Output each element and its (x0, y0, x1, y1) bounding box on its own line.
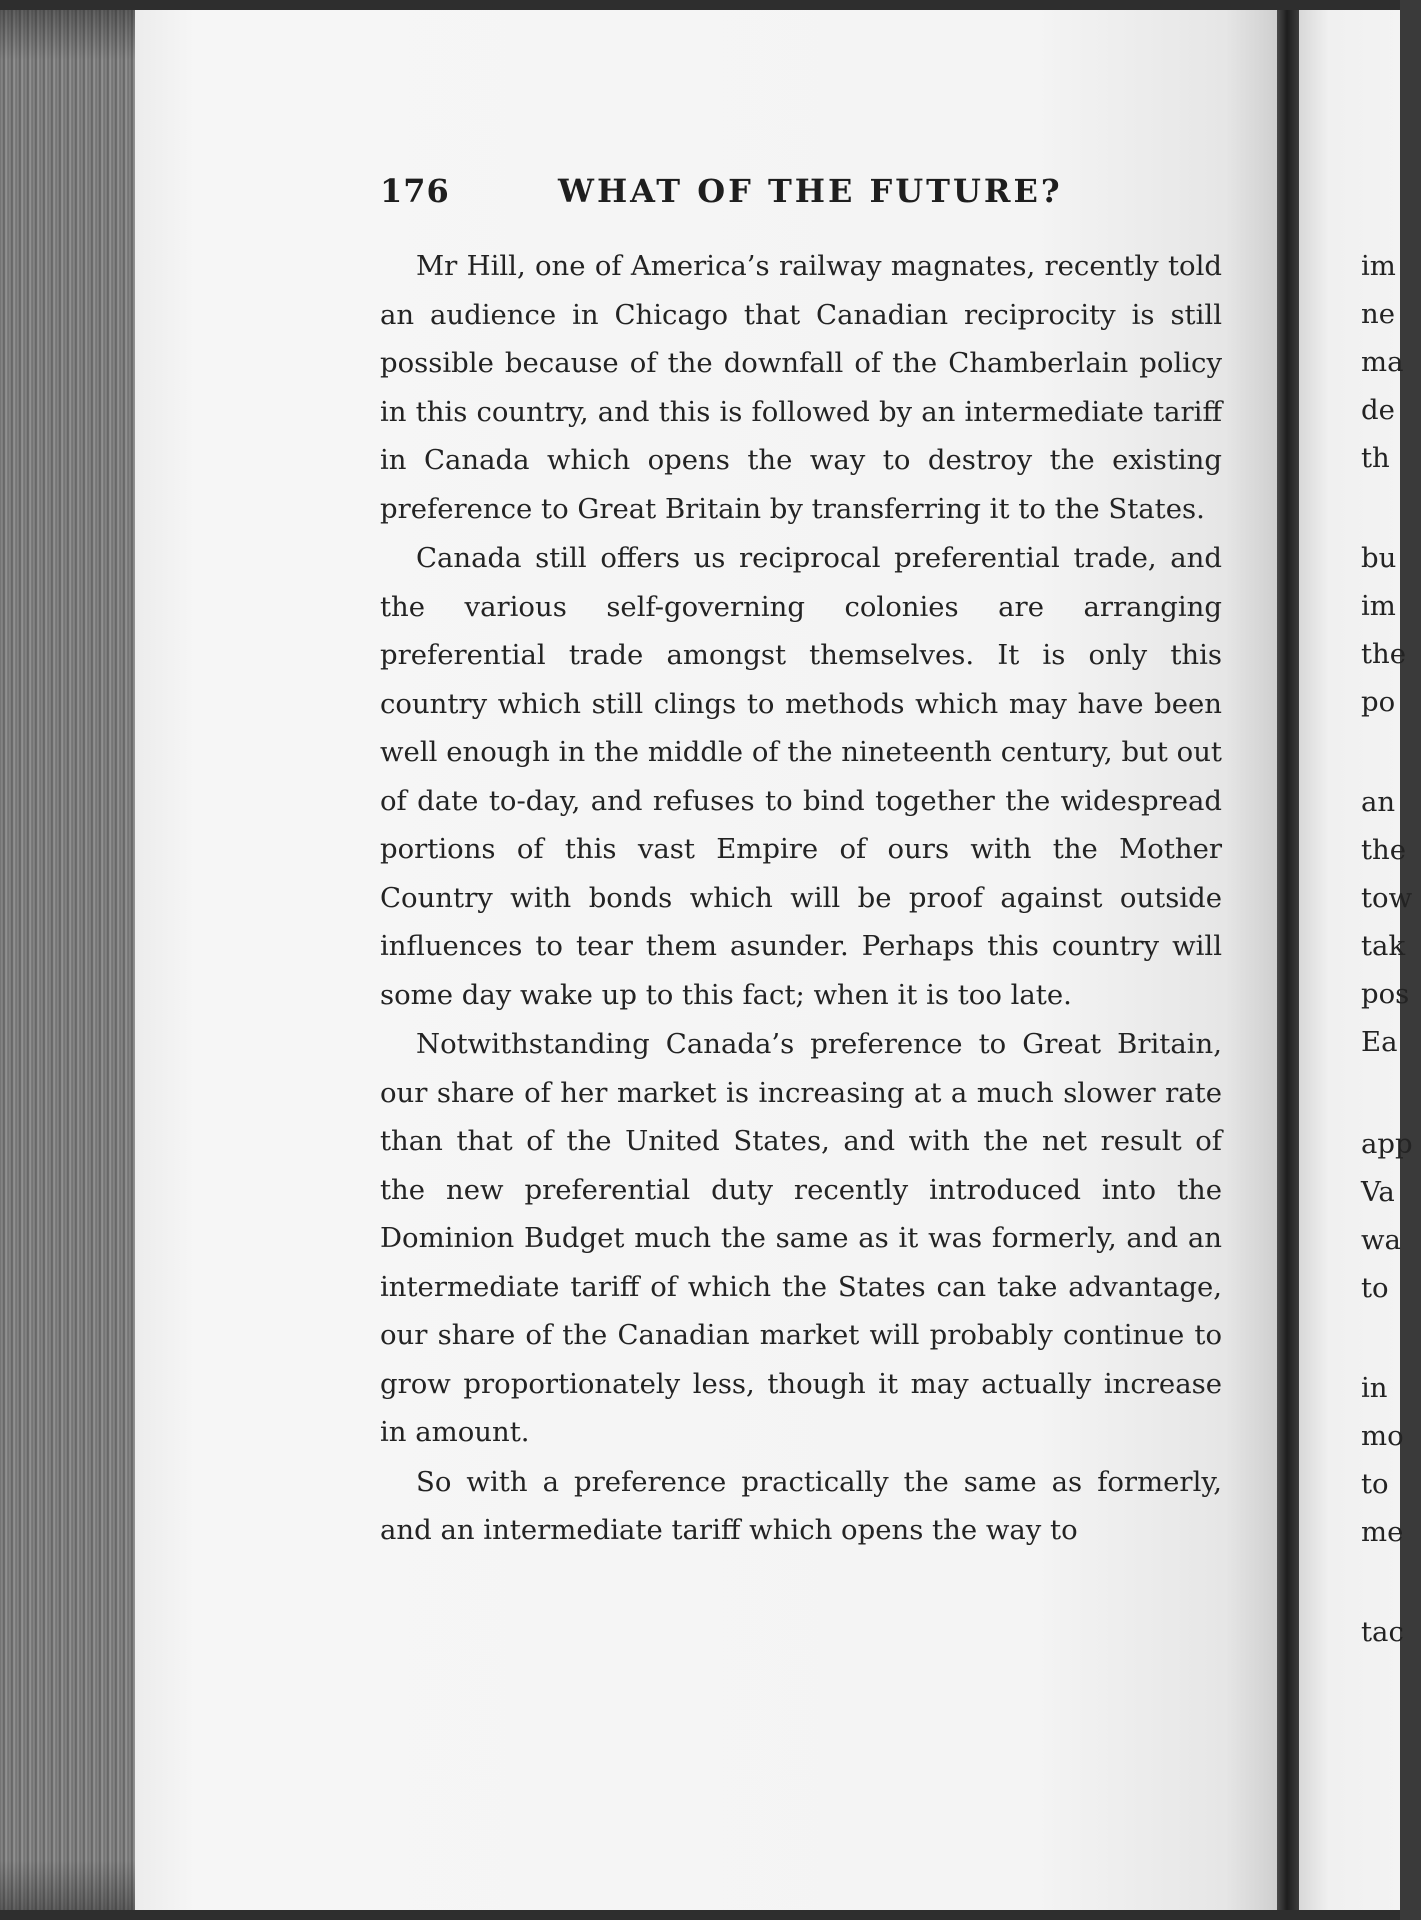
paragraph-4: So with a preference practically the same as formerly, and an intermediate tariff which opens the way to (380, 1465, 1222, 1546)
body-text (380, 242, 1222, 1556)
paragraph-1: Mr Hill, one of America’s railway magnates, recently told an audience in Chicago that Canadian reciprocity is still possible because of the downfall of the Chamberlain policy in this country, and this is followed by an intermediate tariff in Canada which opens the way to destroy the existing preference to Great Britain by transferring it to the States. (380, 250, 1222, 525)
running-head: WHAT OF THE FUTURE? (558, 172, 1063, 210)
stacked-page-edges (0, 0, 135, 1920)
scan-top-border (0, 0, 1400, 10)
facing-fragment: ne (1361, 298, 1395, 330)
facing-fragment: app (1361, 1128, 1413, 1160)
facing-fragment: im (1361, 590, 1396, 622)
facing-fragment: the (1361, 638, 1407, 670)
facing-fragment: to (1361, 1468, 1389, 1500)
facing-fragment: de (1361, 394, 1395, 426)
facing-fragment: ma (1361, 346, 1404, 378)
facing-fragment: po (1361, 686, 1396, 718)
facing-fragment: Va (1361, 1176, 1395, 1208)
facing-fragment: bu (1361, 542, 1397, 574)
facing-fragment: me (1361, 1516, 1404, 1548)
scan-bottom-border (0, 1910, 1400, 1920)
book-gutter (1277, 0, 1299, 1920)
facing-fragment: the (1361, 834, 1407, 866)
facing-fragment: an (1361, 786, 1396, 818)
facing-fragment: tow (1361, 882, 1413, 914)
facing-fragment: im (1361, 250, 1396, 282)
facing-fragment: wa (1361, 1224, 1401, 1256)
paragraph-2: Canada still offers us reciprocal preferential trade, and the various self-governing colonies are arranging preferential trade amongst themselves. It is only this country which still clings to methods which may have been well enough in the middle of the nineteenth century, but out of date to-day, and refuses to bind together the widespread portions of this vast Empire of ours with the Mother Country with bonds which will be proof against outside influences to tear them asunder. Perhaps this country will some day wake up to this fact; when it is too late. (380, 542, 1222, 1011)
facing-fragment: in (1361, 1372, 1388, 1404)
facing-fragment: to (1361, 1272, 1389, 1304)
facing-fragment: Ea (1361, 1026, 1398, 1058)
facing-fragment: mo (1361, 1420, 1404, 1452)
page-header (380, 172, 1220, 222)
facing-fragment: tak (1361, 930, 1406, 962)
facing-fragment: th (1361, 442, 1390, 474)
facing-fragment: pos (1361, 978, 1410, 1010)
paragraph-3: Notwithstanding Canada’s preference to Great Britain, our share of her market is increasing at a much slower rate than that of the United States, and with the net result of the new preferential duty recently introduced into the Dominion Budget much the same as it was formerly, and an intermediate tariff of which the States can take advantage, our share of the Canadian market will probably continue to grow proportionately less, though it may actually increase in amount. (380, 1028, 1222, 1448)
page-number: 176 (380, 172, 450, 210)
facing-fragment: tac (1361, 1616, 1404, 1648)
